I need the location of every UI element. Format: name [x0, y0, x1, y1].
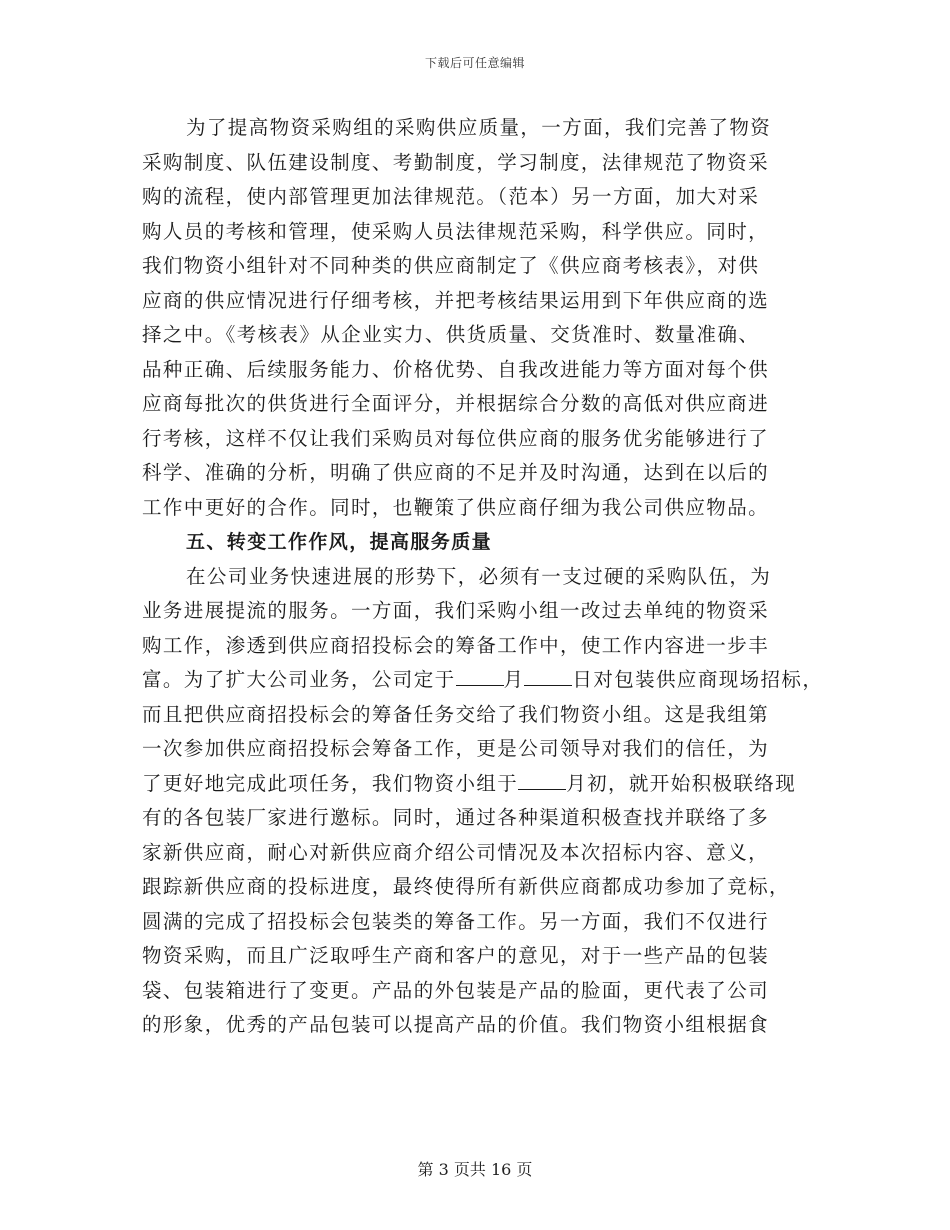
section-heading: 五、转变工作作风，提高服务质量 — [186, 531, 493, 553]
paragraph-line: 业务进展提流的服务。一方面，我们采购小组一改过去单纯的物资采 — [142, 599, 770, 622]
paragraph-line: 行考核，这样不仅让我们采购员对每位供应商的服务优劣能够进行了 — [142, 426, 770, 450]
paragraph-line: 购工作，渗透到供应商招投标会的筹备工作中，使工作内容进一步丰 — [142, 633, 770, 657]
paragraph-line: 在公司业务快速进展的形势下，必须有一支过硬的采购队伍，为 — [186, 564, 772, 588]
text-fragment: 月初，就开始积极联络现 — [566, 771, 797, 795]
paragraph-line: 一次参加供应商招投标会筹备工作，更是公司领导对我们的信任，为 — [142, 737, 770, 760]
page-header: 下载后可任意编辑 — [424, 56, 525, 70]
paragraph-line: 品种正确、后续服务能力、价格优势、自我改进能力等方面对每个供 — [142, 357, 770, 381]
paragraph-line: 圆满的完成了招投标会包装类的筹备工作。另一方面，我们不仅进行 — [142, 909, 770, 933]
fill-in-blank-month — [518, 767, 566, 790]
paragraph-line: 的形象，优秀的产品包装可以提高产品的价值。我们物资小组根据食 — [142, 1013, 770, 1036]
paragraph-line: 应商的供应情况进行仔细考核，并把考核结果运用到下年供应商的选 — [142, 288, 770, 312]
document-body — [142, 111, 824, 1043]
paragraph-line: 采购制度、队伍建设制度、考勤制度，学习制度，法律规范了物资采 — [142, 150, 770, 174]
text-fragment: 了更好地完成此项任务，我们物资小组于 — [142, 771, 519, 795]
paragraph-line: 择之中。《考核表》从企业实力、供货质量、交货准时、数量准确、 — [142, 323, 760, 346]
text-fragment: 富。为了扩大公司业务，公司定于 — [142, 668, 456, 691]
fill-in-blank-day — [524, 663, 572, 686]
text-fragment: 日对包装供应商现场招标， — [572, 668, 824, 691]
paragraph-line-with-blanks — [142, 767, 802, 802]
paragraph-line: 我们物资小组针对不同种类的供应商制定了《供应商考核表》，对供 — [142, 254, 760, 277]
paragraph-line: 袋、包装箱进行了变更。产品的外包装是产品的脸面，更代表了公司 — [142, 978, 770, 1002]
paragraph-line: 为了提高物资采购组的采购供应质量，一方面，我们完善了物资 — [186, 116, 772, 139]
paragraph-line: 购人员的考核和管理，使采购人员法律规范采购，科学供应。同时， — [142, 219, 770, 243]
paragraph-line-with-blanks — [142, 663, 824, 698]
paragraph-line: 跟踪新供应商的投标进度，最终使得所有新供应商都成功参加了竞标， — [142, 875, 790, 898]
paragraph-line: 应商每批次的供货进行全面评分，并根据综合分数的高低对供应商进 — [142, 392, 770, 415]
paragraph-line: 有的各包装厂家进行邀标。同时，通过各种渠道积极查找并联络了多 — [142, 806, 770, 829]
paragraph-line: 购的流程，使内部管理更加法律规范。（范本）另一方面，加大对采 — [142, 185, 760, 208]
paragraph-line: 科学、准确的分析，明确了供应商的不足并及时沟通，达到在以后的 — [142, 461, 770, 484]
paragraph-line: 物资采购，而且广泛取呼生产商和客户的意见，对于一些产品的包装 — [142, 944, 770, 967]
paragraph-line: 家新供应商，耐心对新供应商介绍公司情况及本次招标内容、意义， — [142, 840, 770, 864]
paragraph-line: 而且把供应商招投标会的筹备任务交给了我们物资小组。这是我组第 — [142, 702, 770, 726]
text-fragment: 月 — [503, 668, 525, 691]
page-number: 第 3 页共 16 页 — [417, 1160, 533, 1179]
fill-in-blank-month — [456, 663, 504, 686]
paragraph-line: 工作中更好的合作。同时，也鞭策了供应商仔细为我公司供应物品。 — [142, 495, 770, 519]
